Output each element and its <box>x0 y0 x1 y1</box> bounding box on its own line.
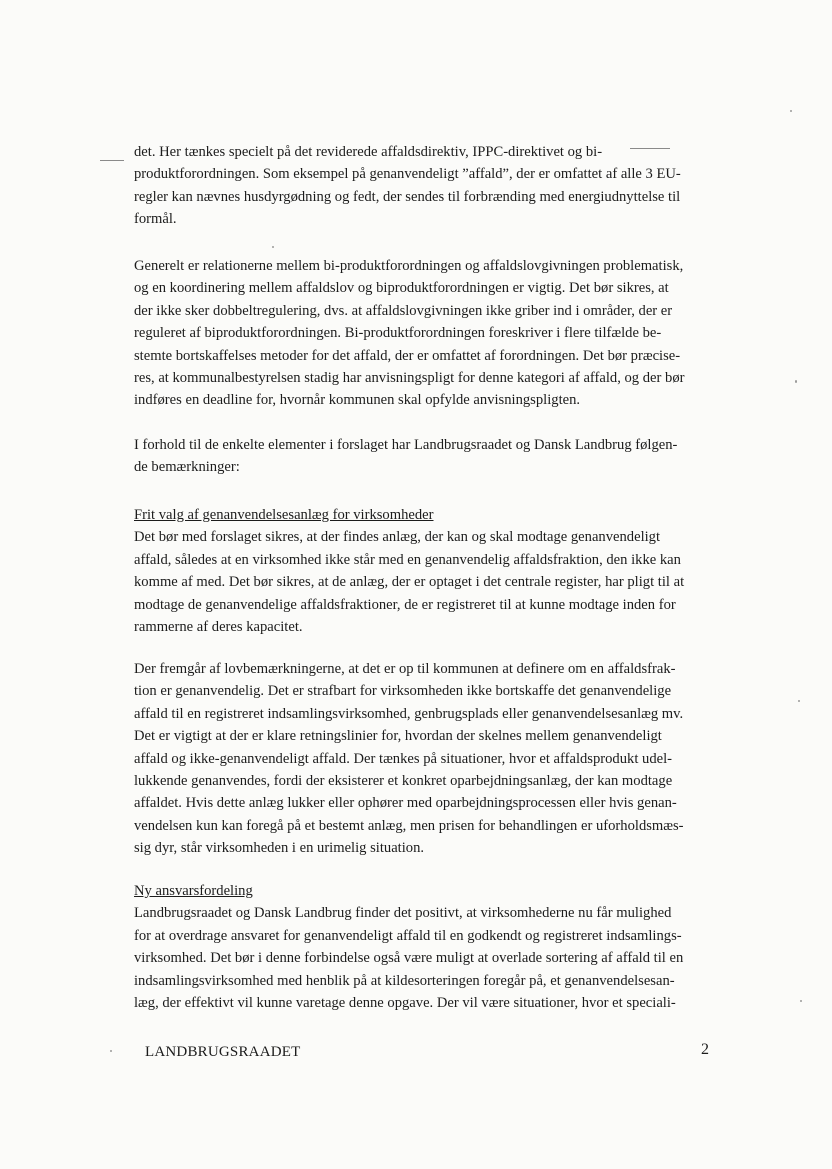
text-line: lukkende genanvendes, fordi der eksisterer et konkret oparbejdningsanlæg, der kan modtage <box>134 773 673 790</box>
text-line: det. Her tænkes specielt på det reviderede affaldsdirektiv, IPPC-direktivet og bi- <box>134 144 603 160</box>
text-line: sig dyr, står virksomheden i en urimelig situation. <box>134 840 425 857</box>
text-line: Der fremgår af lovbemærkningerne, at det er op til kommunen at definere om en affaldsfrak- <box>134 661 676 677</box>
paragraph-5 <box>134 658 710 860</box>
text-line: vendelsen kun kan foregå på et bestemt anlæg, men prisen for behandlingen er uforholdsmæs- <box>134 817 684 834</box>
text-line: affald til en registreret indsamlingsvirksomhed, genbrugsplads eller genanvendelsesanlæg mv. <box>134 705 684 722</box>
footer-organization: LANDBRUGSRAADET <box>145 1044 301 1060</box>
text-line: komme af med. Det bør sikres, at de anlæg, der er optaget i det centrale register, har pligt til at <box>134 574 685 591</box>
text-line: reguleret af biproduktforordningen. Bi-produktforordningen foreskriver i flere tilfælde be- <box>134 325 662 342</box>
text-line: rammerne af deres kapacitet. <box>134 619 303 636</box>
text-line: indsamlingsvirksomhed med henblik på at kildesorteringen foregår på, et genanvendelsesan- <box>134 972 675 989</box>
section-new-responsibility <box>134 880 710 1014</box>
paragraph-1 <box>134 141 710 231</box>
text-line: Det er vigtigt at der er klare retningslinier for, hvordan der skelnes mellem genanvendeligt <box>134 728 662 745</box>
scan-artifact <box>630 148 670 149</box>
paragraph-3 <box>134 434 710 479</box>
text-line: produktforordningen. Som eksempel på genanvendeligt ”affald”, der er omfattet af alle 3 EU- <box>134 166 681 183</box>
text-line: stemte bortskaffelses metoder for det affald, der er omfattet af forordningen. Det bør præcise- <box>134 347 681 364</box>
text-line: indføres en deadline for, hvornår kommunen skal opfylde anvisningspligten. <box>134 392 581 409</box>
section-heading: Frit valg af genanvendelsesanlæg for virksomheder <box>134 507 434 523</box>
text-line: Generelt er relationerne mellem bi-produktforordningen og affaldslovgivningen problematisk, <box>134 258 684 274</box>
text-line: affald, således at en virksomhed ikke står med en genanvendelig affaldsfraktion, den ikke kan <box>134 551 681 568</box>
scan-artifact <box>790 110 792 112</box>
text-line: de bemærkninger: <box>134 459 240 476</box>
scan-artifact <box>800 1000 802 1002</box>
text-line: for at overdrage ansvaret for genanvendeligt affald til en godkendt og registreret indsamlings- <box>134 927 682 944</box>
text-line: I forhold til de enkelte elementer i forslaget har Landbrugsraadet og Dansk Landbrug følgen- <box>134 437 678 453</box>
text-line: affaldet. Hvis dette anlæg lukker eller ophører med oparbejdningsprocessen eller hvis genan- <box>134 795 677 812</box>
text-line: res, at kommunalbestyrelsen stadig har anvisningspligt for denne kategori af affald, og der bør <box>134 370 685 387</box>
paragraph-2 <box>134 255 710 412</box>
text-line: tion er genanvendelig. Det er strafbart for virksomheden ikke bortskaffe det genanvendelige <box>134 683 672 700</box>
page-number: 2 <box>701 1041 709 1058</box>
text-line: affald og ikke-genanvendeligt affald. Der tænkes på situationer, hvor et affaldsprodukt udel- <box>134 750 673 767</box>
scan-artifact <box>272 246 274 248</box>
scan-artifact <box>795 380 797 383</box>
text-line: der ikke sker dobbeltregulering, dvs. at affaldslovgivningen ikke griber ind i områder, der er <box>134 302 673 319</box>
text-line: læg, der effektivt vil kunne varetage denne opgave. Der vil være situationer, hvor et speciali- <box>134 995 676 1012</box>
text-line: virksomhed. Det bør i denne forbindelse også være muligt at overlade sortering af affald til en <box>134 950 684 967</box>
text-line: regler kan nævnes husdyrgødning og fedt, der sendes til forbrænding med energiudnyttelse til <box>134 188 681 205</box>
scan-artifact <box>798 700 800 702</box>
scan-artifact <box>110 1050 112 1052</box>
text-line: modtage de genanvendelige affaldsfraktioner, de er registreret til at kunne modtage inden for <box>134 596 676 613</box>
section-free-choice <box>134 504 710 638</box>
scan-artifact <box>100 160 124 161</box>
text-line: Landbrugsraadet og Dansk Landbrug finder det positivt, at virksomhederne nu får mulighed <box>134 905 672 922</box>
section-heading: Ny ansvarsfordeling <box>134 883 253 899</box>
text-line: formål. <box>134 211 177 228</box>
text-line: og en koordinering mellem affaldslov og biproduktforordningen er vigtig. Det bør sikres, at <box>134 280 669 297</box>
text-line: Det bør med forslaget sikres, at der findes anlæg, der kan og skal modtage genanvendeligt <box>134 529 661 546</box>
